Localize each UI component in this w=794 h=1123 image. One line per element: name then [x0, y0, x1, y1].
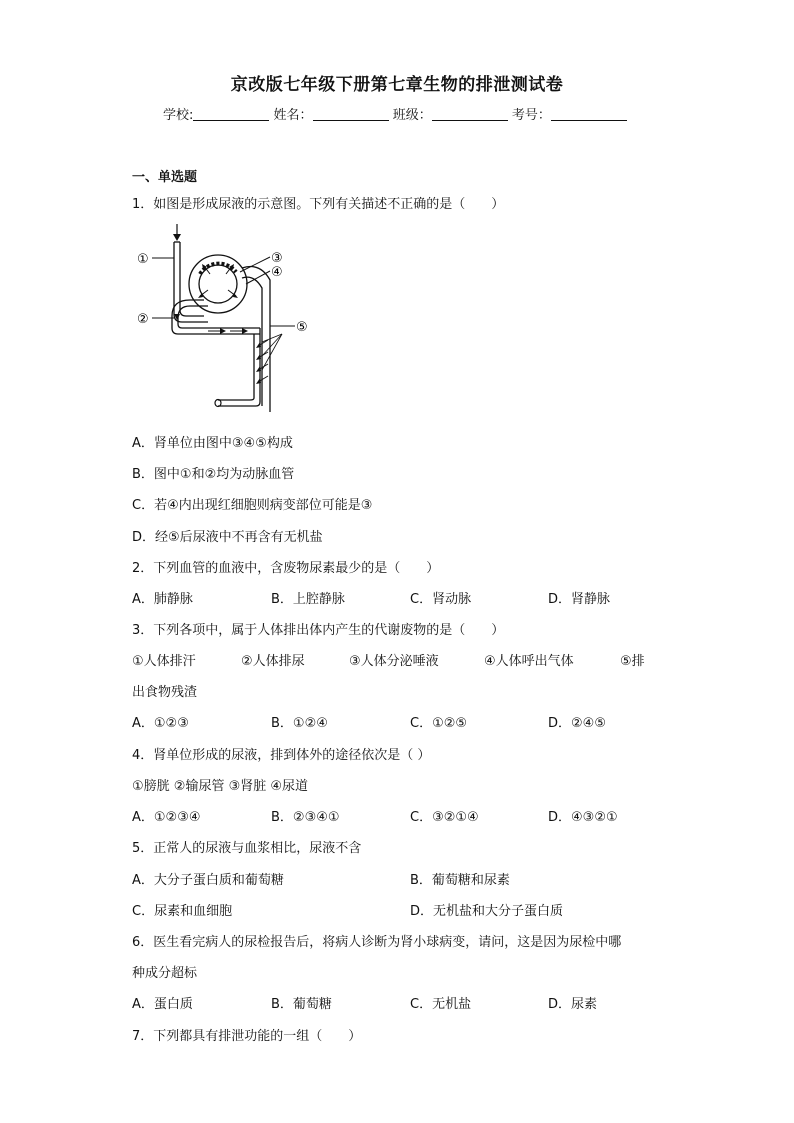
- q5-option-d[interactable]: D．无机盐和大分子蛋白质: [410, 904, 564, 919]
- name-blank[interactable]: [313, 108, 389, 121]
- q5-option-b[interactable]: B．葡萄糖和尿素: [410, 873, 510, 888]
- q3-option-b[interactable]: B．①②④: [271, 716, 328, 731]
- q5-stem: 5．正常人的尿液与血浆相比，尿液不含: [132, 841, 362, 856]
- q4-option-c[interactable]: C．③②①④: [410, 810, 479, 825]
- q4-option-b[interactable]: B．②③④①: [271, 810, 340, 825]
- q3-item-5-cont: 出食物残渣: [132, 685, 198, 700]
- q2-stem: 2．下列血管的血液中，含废物尿素最少的是（ ）: [132, 561, 440, 576]
- q1-option-c[interactable]: C．若④内出现红细胞则病变部位可能是③: [132, 498, 373, 513]
- q1-option-d[interactable]: D．经⑤后尿液中不再含有无机盐: [132, 530, 323, 545]
- label-3: ③: [271, 251, 283, 266]
- q4-items: ①膀胱 ②输尿管 ③肾脏 ④尿道: [132, 779, 309, 794]
- q3-option-c[interactable]: C．①②⑤: [410, 716, 468, 731]
- q6-stem: 6．医生看完病人的尿检报告后，将病人诊断为肾小球病变，请问，这是因为尿检中哪: [132, 935, 622, 950]
- q2-option-d[interactable]: D．肾静脉: [548, 592, 611, 607]
- q4-option-a[interactable]: A．①②③④: [132, 810, 201, 825]
- q2-option-a[interactable]: A．肺静脉: [132, 592, 193, 607]
- nephron-diagram: [130, 222, 320, 418]
- school-label: 学校:: [163, 108, 194, 123]
- school-blank[interactable]: [193, 108, 269, 121]
- section-heading: 一、单选题: [132, 170, 198, 185]
- student-info-line: [163, 104, 627, 123]
- number-label: 考号：: [511, 108, 551, 123]
- q1-option-b[interactable]: B．图中①和②均为动脉血管: [132, 467, 295, 482]
- q3-item-1: ①人体排汗: [132, 654, 196, 669]
- q3-item-5: ⑤排: [620, 654, 645, 669]
- class-label: 班级：: [392, 108, 432, 123]
- label-1: ①: [137, 252, 149, 267]
- q2-option-c[interactable]: C．肾动脉: [410, 592, 472, 607]
- q6-option-a[interactable]: A．蛋白质: [132, 997, 193, 1012]
- q2-option-b[interactable]: B．上腔静脉: [271, 592, 345, 607]
- q5-option-c[interactable]: C．尿素和血细胞: [132, 904, 233, 919]
- q6-option-b[interactable]: B．葡萄糖: [271, 997, 332, 1012]
- q3-stem: 3．下列各项中，属于人体排出体内产生的代谢废物的是（ ）: [132, 623, 505, 638]
- q1-stem: 1．如图是形成尿液的示意图。下列有关描述不正确的是（ ）: [132, 197, 505, 212]
- q5-option-a[interactable]: A．大分子蛋白质和葡萄糖: [132, 873, 284, 888]
- q6-option-d[interactable]: D．尿素: [548, 997, 598, 1012]
- q1-option-a[interactable]: A．肾单位由图中③④⑤构成: [132, 436, 293, 451]
- q4-option-d[interactable]: D．④③②①: [548, 810, 618, 825]
- name-label: 姓名：: [273, 108, 313, 123]
- page-title: 京改版七年级下册第七章生物的排泄测试卷: [230, 75, 564, 95]
- q3-item-3: ③人体分泌唾液: [349, 654, 439, 669]
- class-blank[interactable]: [432, 108, 508, 121]
- q3-item-2: ②人体排尿: [241, 654, 305, 669]
- q3-option-a[interactable]: A．①②③: [132, 716, 189, 731]
- q6-stem-cont: 种成分超标: [132, 966, 198, 981]
- label-5: ⑤: [296, 320, 308, 335]
- label-4: ④: [271, 265, 283, 280]
- q4-stem: 4．肾单位形成的尿液，排到体外的途径依次是（ ）: [132, 748, 431, 763]
- q3-item-4: ④人体呼出气体: [484, 654, 574, 669]
- q7-stem: 7．下列都具有排泄功能的一组（ ）: [132, 1029, 362, 1044]
- q3-option-d[interactable]: D．②④⑤: [548, 716, 606, 731]
- number-blank[interactable]: [551, 108, 627, 121]
- q6-option-c[interactable]: C．无机盐: [410, 997, 472, 1012]
- label-2: ②: [137, 312, 149, 327]
